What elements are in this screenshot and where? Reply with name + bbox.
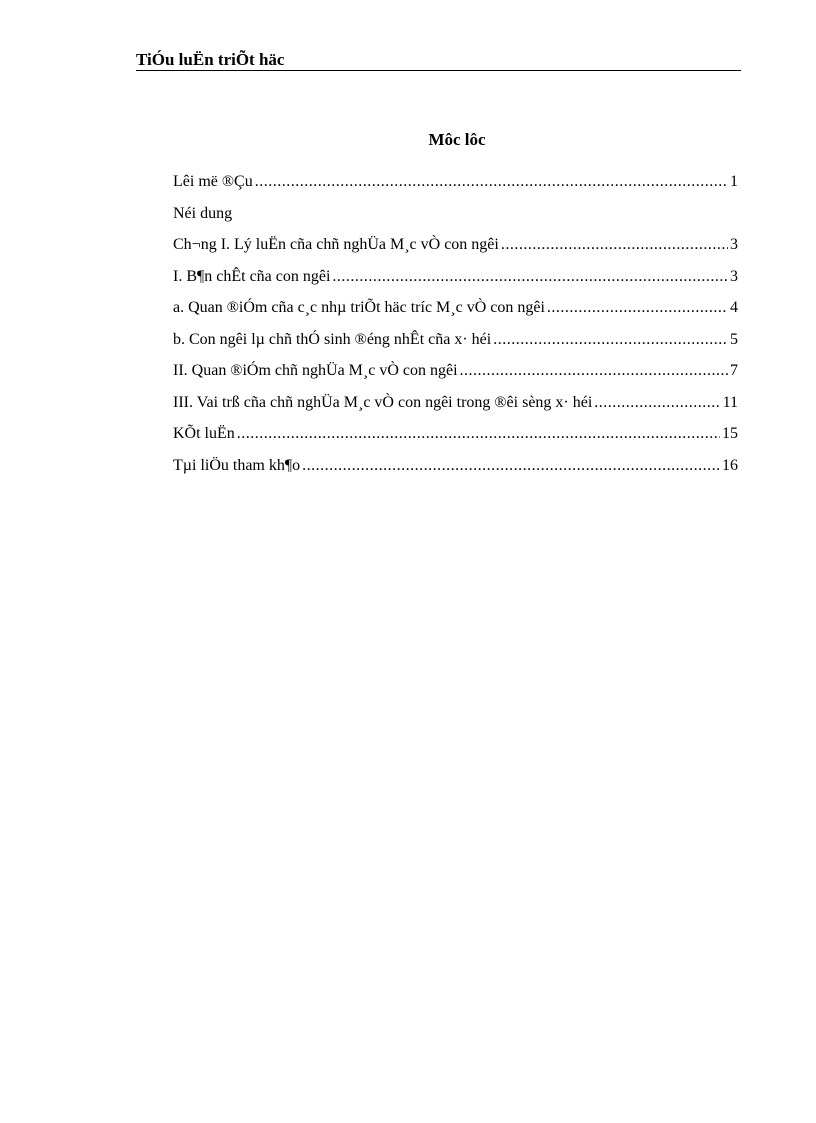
toc-entry [173,359,738,391]
toc-leader-dots [237,422,720,446]
toc-entry-page: 3 [730,267,738,285]
header-title: TiÓu luËn triÕt häc [136,50,285,69]
toc-entry [173,202,738,234]
toc-entry-text: III. Vai trß cña chñ nghÜa M¸c vÒ con ngêi trong ®êi sèng x· héi [173,393,593,411]
toc-entry-page: 3 [730,236,738,253]
toc-leader-dots [332,265,728,289]
page-header [136,50,741,71]
toc-leader-dots [460,359,728,383]
toc-entry-page: 11 [722,393,738,411]
toc-entry-text: KÕt luËn [173,425,235,442]
toc-entry-text: b. Con ngêi lµ chñ thÓ sinh ®éng nhÊt cña x· héi [173,330,492,348]
toc-entry-text: Tµi liÖu tham kh¶o [173,456,301,474]
toc-leader-dots [493,328,728,352]
toc-entry-page: 4 [730,299,738,316]
toc-entry-page: 15 [722,425,738,442]
toc-entry [173,170,738,202]
toc-entry-page: 16 [722,456,738,474]
toc-title: Môc lôc [428,130,486,149]
toc-leader-dots [594,391,720,415]
toc-entry [173,422,738,454]
table-of-contents [173,170,738,485]
toc-leader-dots [255,170,728,194]
toc-entry-page: 1 [730,173,738,190]
toc-entry-text: Ch¬ng I. Lý luËn cña chñ nghÜa M¸c vÒ con ngêi [173,236,499,253]
toc-entry-text: Néi dung [173,204,233,222]
toc-entry [173,391,738,423]
toc-entry-page: 7 [730,362,738,379]
toc-entry [173,265,738,297]
toc-entry-text: Lêi më ®Çu [173,173,253,190]
toc-leader-dots [302,454,720,478]
toc-entry-text: a. Quan ®iÓm cña c¸c nhµ triÕt häc tríc M¸c vÒ con ngêi [173,299,545,316]
toc-entry [173,296,738,328]
toc-entry [173,454,738,486]
toc-leader-dots [547,296,728,320]
toc-entry [173,233,738,265]
toc-leader-dots [501,233,728,257]
toc-entry-text: I. B¶n chÊt cña con ngêi [173,267,331,285]
toc-entry [173,328,738,360]
toc-entry-text: II. Quan ®iÓm chñ nghÜa M¸c vÒ con ngêi [173,362,458,379]
toc-entry-page: 5 [730,330,738,348]
